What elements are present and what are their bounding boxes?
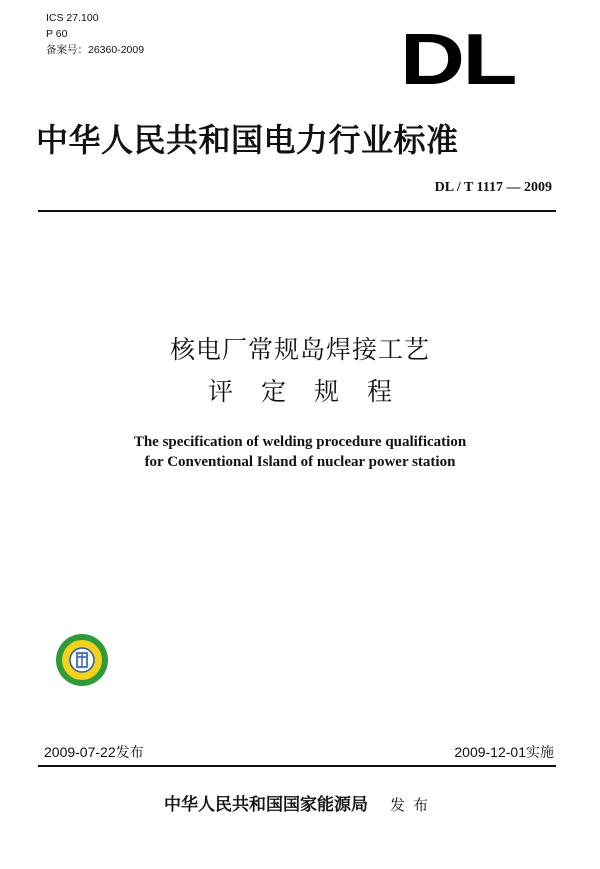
filing-number: 备案号：26360-2009 xyxy=(46,44,145,56)
ics-code: ICS 27.100 xyxy=(46,12,99,24)
footer-divider xyxy=(38,765,556,767)
chinese-title-line-1: 核电厂常规岛焊接工艺 xyxy=(169,335,430,364)
english-title-line-2: for Conventional Island of nuclear power station xyxy=(144,454,456,470)
effective-date: 2009-12-01实施 xyxy=(454,744,554,760)
classification-code: P 60 xyxy=(46,28,68,40)
dl-logo: DL xyxy=(400,20,515,100)
issue-date: 2009-07-22发布 xyxy=(44,744,144,760)
english-title-line-1: The specification of welding procedure qualification xyxy=(133,434,467,450)
chinese-title-line-2: 评定规程 xyxy=(207,377,420,406)
press-seal-icon xyxy=(55,633,109,687)
issuer xyxy=(0,790,600,815)
issuer-suffix: 发布 xyxy=(389,796,436,814)
classification-block xyxy=(46,10,144,58)
header-divider xyxy=(38,210,556,212)
issuer-name: 中华人民共和国国家能源局 xyxy=(163,795,368,815)
standard-category-title: 中华人民共和国电力行业标准 xyxy=(36,121,459,159)
standard-number: DL / T 1117 — 2009 xyxy=(434,180,552,195)
